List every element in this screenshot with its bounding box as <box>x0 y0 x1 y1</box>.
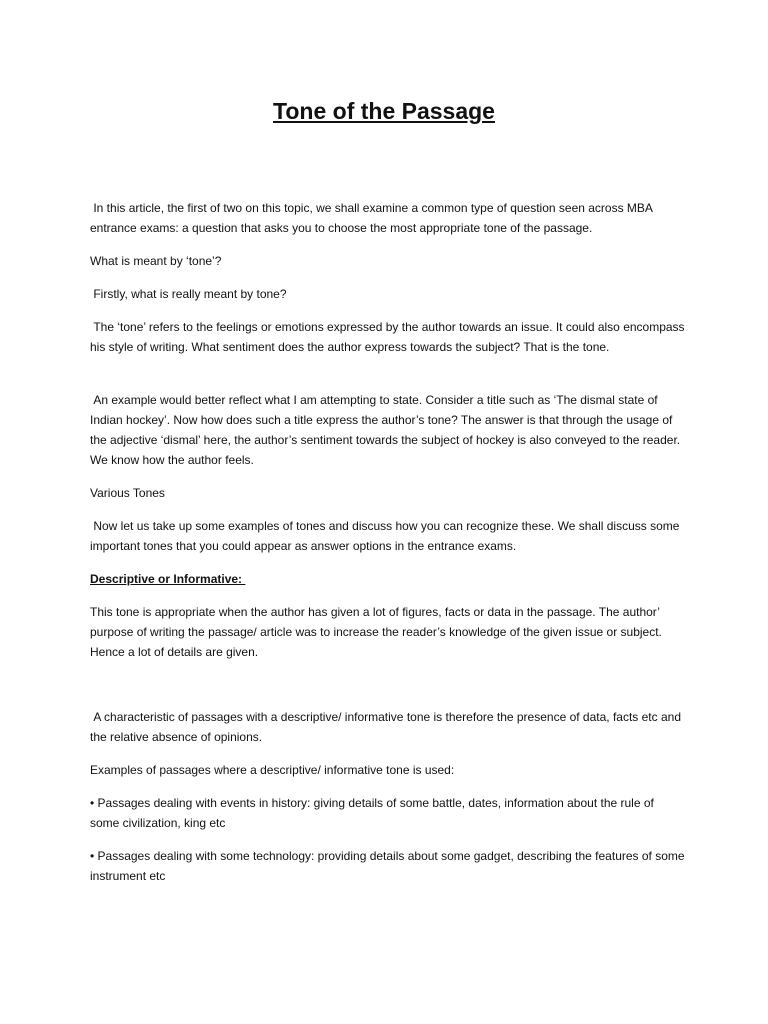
list-item-history: • Passages dealing with events in history: giving details of some battle, dates, information about the rule of some civilization, king etc <box>90 796 658 830</box>
paragraph-characteristic: A characteristic of passages with a descriptive/ informative tone is therefore the presence of data, facts etc and the relative absence of opinions. <box>90 710 685 744</box>
page-title: Tone of the Passage <box>273 98 495 124</box>
paragraph-example: An example would better reflect what I am attempting to state. Consider a title such as ‘The dismal state of Indian hockey’. Now how does such a title express the author’s tone? The answer is that through the usage of the adjective ‘dismal’ here, the author’s sentiment towards the subject of hockey is also conveyed to the reader. We know how the author feels. <box>90 393 684 467</box>
paragraph-various-tones: Various Tones <box>90 486 165 500</box>
paragraph-intro: In this article, the first of two on this topic, we shall examine a common type of question seen across MBA entrance exams: a question that asks you to choose the most appropriate tone of the passage. <box>90 201 656 235</box>
paragraph-descriptive-def: This tone is appropriate when the author has given a lot of figures, facts or data in the passage. The author’ purpose of writing the passage/ article was to increase the reader’s knowledge of the given issue or subject. Hence a lot of details are given. <box>90 605 666 659</box>
heading-descriptive: Descriptive or Informative: <box>90 572 246 586</box>
paragraph-examples-intro: Examples of passages where a descriptive/ informative tone is used: <box>90 763 455 777</box>
paragraph-question-tone: What is meant by ‘tone’? <box>90 254 222 268</box>
paragraph-definition: The ‘tone’ refers to the feelings or emotions expressed by the author towards an issue. It could also encompass his style of writing. What sentiment does the author express towards the subject? That is the tone. <box>90 320 688 354</box>
paragraph-now-let-us: Now let us take up some examples of tones and discuss how you can recognize these. We shall discuss some important tones that you could appear as answer options in the entrance exams. <box>90 519 683 553</box>
paragraph-firstly: Firstly, what is really meant by tone? <box>90 287 287 301</box>
list-item-technology: • Passages dealing with some technology: providing details about some gadget, describing the features of some instrument etc <box>90 849 688 883</box>
